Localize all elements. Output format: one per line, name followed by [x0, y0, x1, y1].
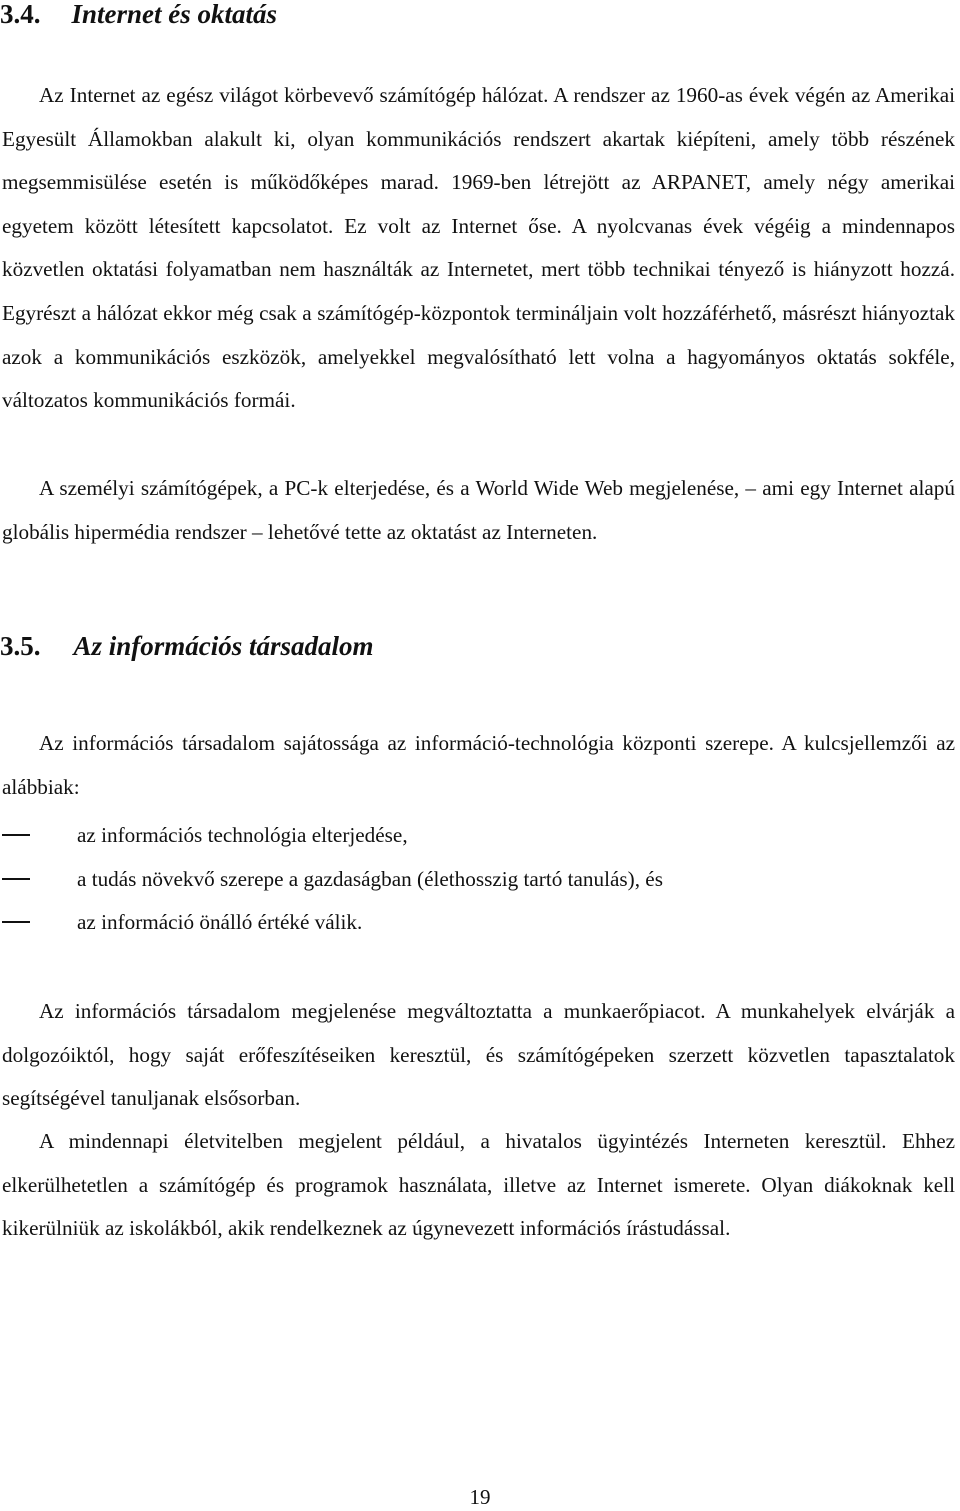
key-characteristics-list: [0, 814, 940, 945]
dash-bullet-icon: [2, 921, 30, 923]
section-heading-3-5: [0, 630, 374, 662]
paragraph-internet-history: Az Internet az egész világot körbevevő számítógép hálózat. A rendszer az 1960-as évek végén az Amerikai Egyesült Államokban alakult ki, olyan kommunikációs rendszert akartak kiépíteni, amely több részének megsemmisülése esetén is működőképes marad. 1969-ben létrejött az ARPANET, amely négy amerikai egyetem között létesített kapcsolatot. Ez volt az Internet őse. A nyolcvanas évek végéig a mindennapos közvetlen oktatási folyamatban nem használták az Internetet, mert több technikai tényező is hiányzott hozzá. Egyrészt a hálózat ekkor még csak a számítógép-központok termináljain volt hozzáférhető, másrészt hiányoztak azok a kommunikációs eszközök, amelyekkel megvalósítható lett volna a hagyományos oktatás sokféle, változatos kommunikációs formái.: [2, 83, 955, 413]
page-number: 19: [469, 1485, 491, 1509]
list-item: [0, 814, 940, 858]
list-item-text: az információ önálló értéké válik.: [77, 910, 363, 935]
paragraph-labor-market: Az információs társadalom megjelenése megváltoztatta a munkaerőpiacot. A munkahelyek elvárják a dolgozóiktól, hogy saját erőfeszítéseiken keresztül, és számítógépeken szerzett közvetlen tapasztalatok segítségével tanuljanak elsősorban.: [2, 999, 955, 1111]
dash-bullet-icon: [2, 834, 30, 836]
paragraph-web-education: A személyi számítógépek, a PC-k elterjedése, és a World Wide Web megjelenése, – ami egy Internet alapú globális hipermédia rendszer – lehetővé tette az oktatást az Interneten.: [2, 476, 955, 544]
dash-bullet-icon: [2, 878, 30, 880]
section-heading-3-4: [0, 0, 277, 30]
list-item-text: a tudás növekvő szerepe a gazdaságban (élethosszig tartó tanulás), és: [77, 866, 663, 891]
section-title: Az információs társadalom: [73, 631, 374, 661]
section-title: Internet és oktatás: [71, 0, 278, 29]
section-number: 3.4.: [0, 0, 41, 29]
list-item-text: az információs technológia elterjedése,: [77, 823, 408, 847]
list-item: [0, 858, 940, 902]
section-number: 3.5.: [0, 631, 41, 661]
paragraph-info-society-intro: Az információs társadalom sajátossága az információ-technológia központi szerepe. A kulcsjellemzői az alábbiak:: [2, 731, 955, 799]
paragraph-daily-life: A mindennapi életvitelben megjelent például, a hivatalos ügyintézés Interneten keresztül. Ehhez elkerülhetetlen a számítógép és programok használata, illetve az Internet ismerete. Olyan diákoknak kell kikerülniük az iskolákból, akik rendelkeznek az úgynevezett információs írástudással.: [2, 1129, 955, 1241]
list-item: [0, 901, 940, 945]
